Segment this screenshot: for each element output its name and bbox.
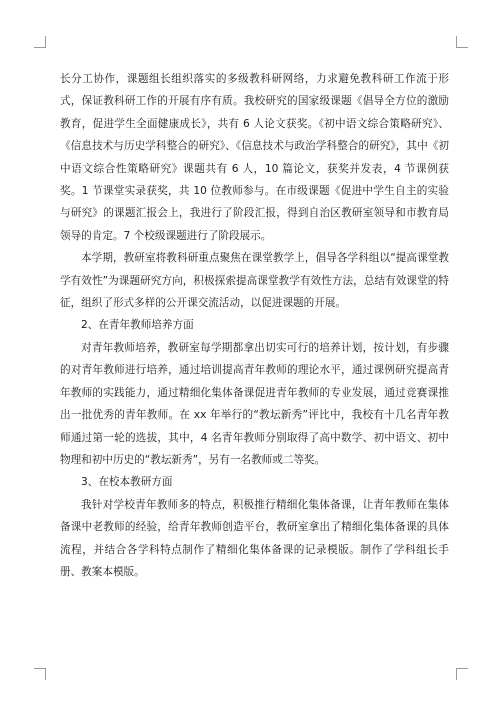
crop-mark-bottom-left bbox=[34, 668, 46, 680]
section-heading-young-teachers: 2、在青年教师培养方面 bbox=[81, 319, 194, 332]
crop-mark-top-right bbox=[456, 36, 468, 48]
paragraph-research-network: 长分工协作，课题组长组织落实的多级教科研网络，力求避免教科研工作流于形式，保证教科研工作的开展有序有质。我校研究的国家级课题《倡导全方位的激励教育，促进学生全面健康成长》，共有 6 人论文获奖。《初中语文综合策略研究》、《信息技术与历史学科整合的研究》、《信息技术与政治学科整合的研究》，其中《初中语文综合性策略研究》课题共有 6 人，10 篇论文，获奖并发表，4 节课例获奖。1 节课堂实录获奖，共 10 位教师参与。在市级课题《促进中学生自主的实验与研究》的课题汇报会上，我进行了阶段汇报，得到自治区教研室领导和市教育局领导的肯定。7 个校级课题进行了阶段展示。 bbox=[60, 73, 449, 242]
paragraph-classroom-teaching: 本学期，教研室将教科研重点聚焦在课堂教学上，倡导各学科组以“提高课堂教学有效性”为课题研究方向，积极探索提高课堂教学有效性方法，总结有效课堂的特征，组织了形式多样的公开课交流活动，以促进课题的开展。 bbox=[60, 252, 449, 310]
document-body bbox=[60, 68, 449, 583]
crop-mark-bottom-right bbox=[456, 668, 468, 680]
paragraph-collective-lesson-prep: 我针对学校青年教师多的特点，积极推行精细化集体备课，让青年教师在集体备课中老教师的经验，给青年教师创造平台，教研室拿出了精细化集体备课的具体流程，并结合各学科特点制作了精细化集体备课的记录模版。制作了学科组长手册、教案本模版。 bbox=[60, 498, 449, 578]
paragraph-young-teacher-training: 对青年教师培养，教研室每学期都拿出切实可行的培养计划，按计划，有步骤的对青年教师进行培养，通过培训提高青年教师的理论水平，通过课例研究提高青年教师的实践能力，通过精细化集体备课促进青年教师的专业发展，通过竞赛课推出一批优秀的青年教师。在 xx 年举行的“教坛新秀”评比中，我校有十几名青年教师通过第一轮的选拔，其中，4 名青年教师分别取得了高中数学、初中语文、初中物理和初中历史的“教坛新秀”，另有一名教师或二等奖。 bbox=[60, 341, 449, 466]
crop-mark-top-left bbox=[34, 36, 46, 48]
section-heading-school-research: 3、在校本教研方面 bbox=[81, 476, 173, 489]
